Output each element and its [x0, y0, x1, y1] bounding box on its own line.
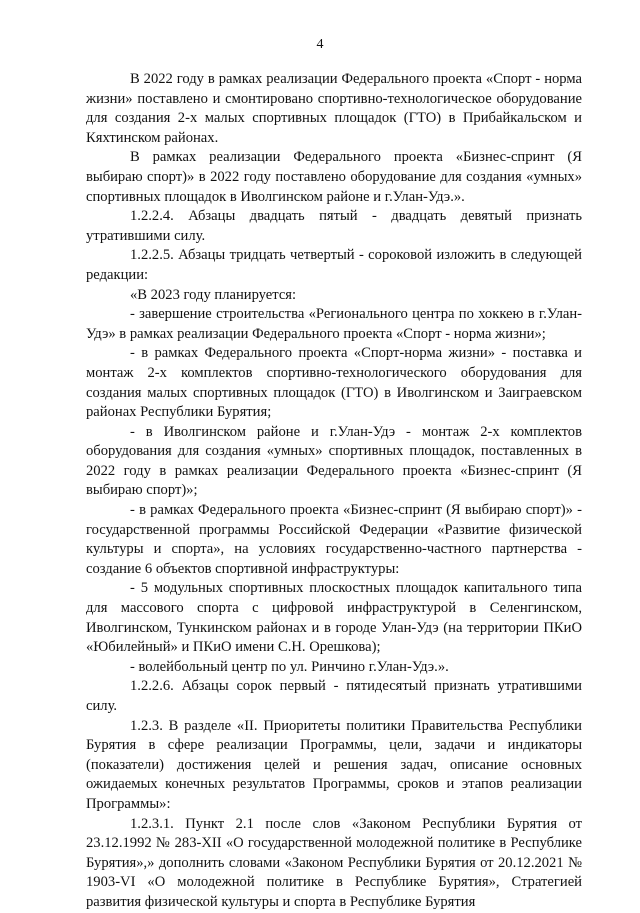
paragraph: 1.2.3.1. Пункт 2.1 после слов «Законом Республики Бурятия от 23.12.1992 № 283-XII «О государственной молодежной политике в Республике Бурятия»,» дополнить словами «Законом Республики Бурятия от 20.12.2021 № 1903-VI «О молодежной политике в Республике Бурятия», Стратегией развития физической культуры и спорта в Республике Бурятия — [86, 815, 582, 910]
paragraph: 1.2.2.6. Абзацы сорок первый - пятидесятый признать утратившими силу. — [86, 678, 582, 714]
paragraph: - 5 модульных спортивных плоскостных площадок капитального типа для массового спорта с цифровой инфраструктурой в Селенгинском, Иволгинском, Тункинском районах и в городе Улан-Удэ (на территории ПКиО «Юбилейный» и ПКиО имени С.Н. Орешкова); — [86, 580, 582, 656]
paragraph: В 2022 году в рамках реализации Федерального проекта «Спорт - норма жизни» поставлено и смонтировано спортивно-технологическое оборудование для создания 2-х малых спортивных площадок (ГТО) в Прибайкальском и Кяхтинском районах. — [86, 71, 582, 146]
paragraph: - в Иволгинском районе и г.Улан-Удэ - монтаж 2-х комплектов оборудования для создания «умных» спортивных площадок, поставленных в 2022 году в рамках реализации Федерального проекта «Бизнес-спринт (Я выбираю спорт)»; — [86, 423, 582, 499]
paragraph: В рамках реализации Федерального проекта «Бизнес-спринт (Я выбираю спорт)» в 2022 году поставлено оборудование для создания «умных» спортивных площадок в Иволгинском районе и г.Улан-Удэ.». — [86, 149, 582, 205]
paragraph: - завершение строительства «Регионального центра по хоккею в г.Улан-Удэ» в рамках реализации Федерального проекта «Спорт - норма жизни»; — [86, 306, 582, 342]
paragraph: «В 2023 году планируется: — [130, 286, 297, 303]
document-body — [86, 70, 582, 913]
paragraph: - в рамках Федерального проекта «Бизнес-спринт (Я выбираю спорт)» - государственной программы Российской Федерации «Развитие физической культуры и спорта», на условиях государственно-частного партнерства - создание 6 объектов спортивной инфраструктуры: — [86, 502, 582, 577]
page-number: 4 — [316, 37, 324, 52]
paragraph: 1.2.2.4. Абзацы двадцать пятый - двадцать девятый признать утратившими силу. — [86, 208, 582, 244]
paragraph: 1.2.3. В разделе «II. Приоритеты политики Правительства Республики Бурятия в сфере реализации Программы, цели, задачи и индикаторы (показатели) достижения целей и решения задач, описание основных ожидаемых конечных результатов Программы, сроков и этапов реализации Программы»: — [86, 717, 582, 812]
paragraph: - в рамках Федерального проекта «Спорт-норма жизни» - поставка и монтаж 2-х комплектов спортивно-технологического оборудования для создания малых спортивных площадок (ГТО) в Иволгинском и Заиграевском районах Республики Бурятия; — [86, 345, 582, 421]
paragraph: 1.2.2.5. Абзацы тридцать четвертый - сороковой изложить в следующей редакции: — [86, 247, 582, 283]
paragraph: - волейбольный центр по ул. Ринчино г.Улан-Удэ.». — [130, 658, 449, 675]
